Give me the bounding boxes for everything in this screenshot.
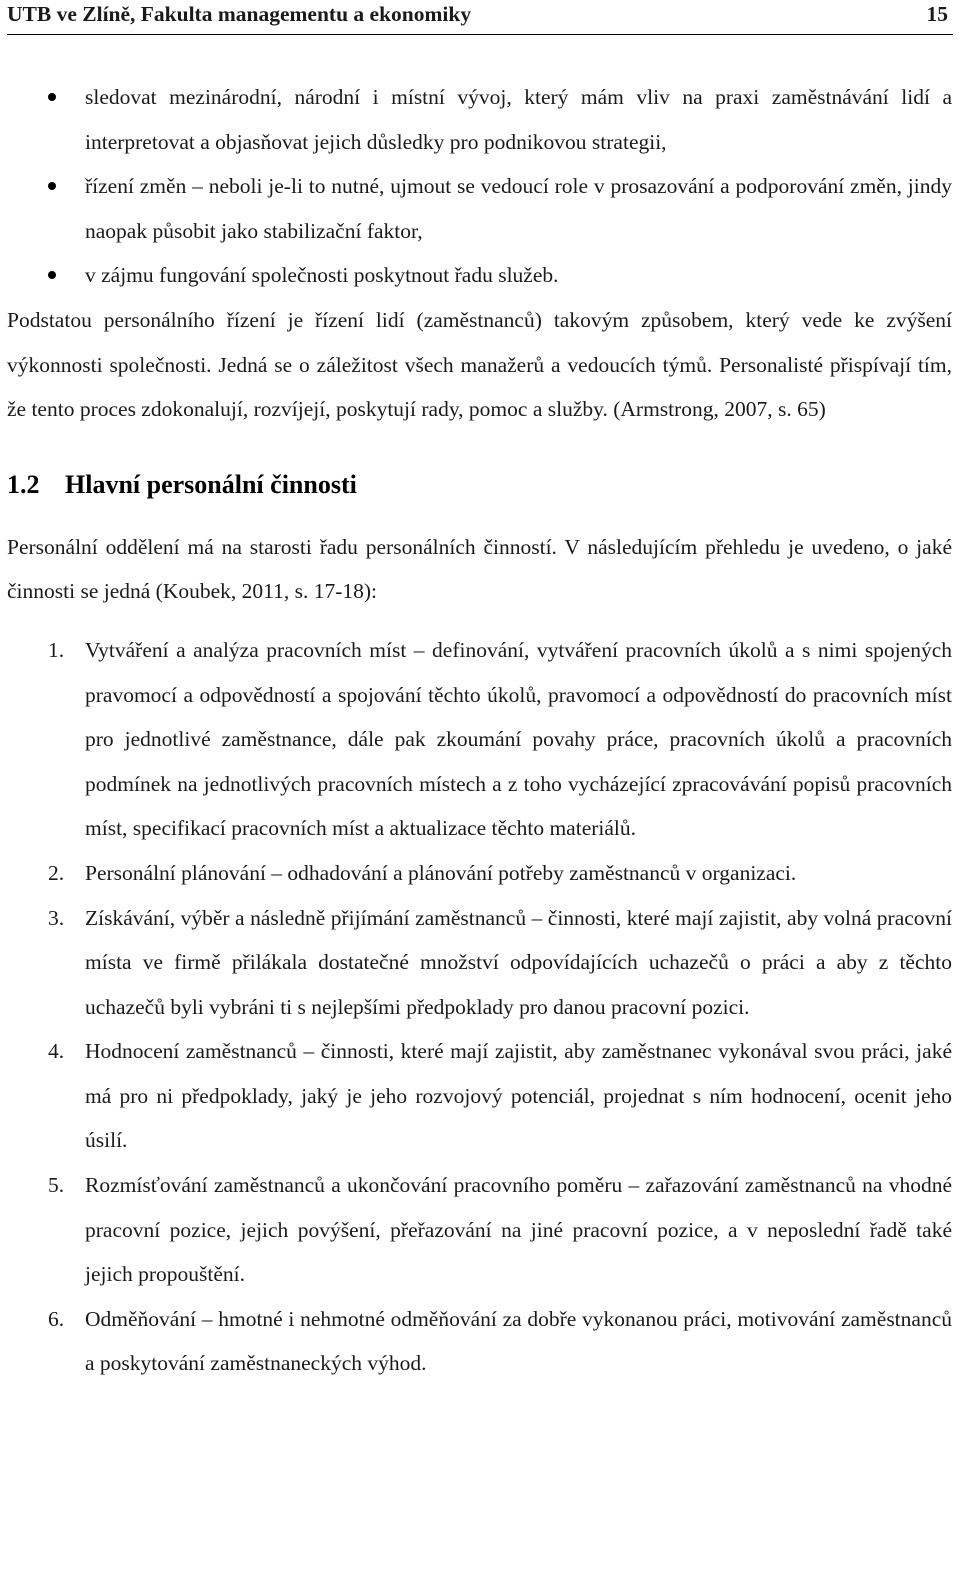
section-title: Hlavní personální činnosti [65, 469, 357, 499]
bullet-item: v zájmu fungování společnosti poskytnout řadu služeb. [7, 253, 952, 298]
bullet-icon [48, 182, 56, 190]
numbered-list [7, 628, 952, 1386]
paragraph: Podstatou personálního řízení je řízení lidí (zaměstnanců) takovým způsobem, který vede ke zvýšení výkonnosti společnosti. Jedná se o záležitost všech manažerů a vedoucích týmů. Personalisté přispívají tím, že tento proces zdokonalují, rozvíjejí, poskytují rady, pomoc a služby. (Armstrong, 2007, s. 65) [7, 307, 952, 422]
bullet-icon [48, 93, 56, 101]
bullet-icon [48, 271, 56, 279]
page-number: 15 [926, 2, 948, 26]
item-number: 2. [48, 860, 65, 885]
bullet-list [7, 75, 952, 298]
item-number: 6. [48, 1306, 65, 1331]
numbered-item: 3. Získávání, výběr a následně přijímání zaměstnanců – činnosti, které mají zajistit, aby volná pracovní místa ve firmě přilákala dostatečné množství odpovídajících uchazečů o práci a aby z těchto uchazečů byli vybráni ti s nejlepšími předpoklady pro danou pracovní pozici. [7, 896, 952, 1030]
numbered-item: 5. Rozmísťování zaměstnanců a ukončování pracovního poměru – zařazování zaměstnanců na vhodné pracovní pozice, jejich povýšení, přeřazování na jiné pracovní pozice, a v neposlední řadě také jejich propouštění. [7, 1163, 952, 1297]
section-number: 1.2 [7, 469, 40, 499]
bullet-item: řízení změn – neboli je-li to nutné, ujmout se vedoucí role v prosazování a podporování změn, jindy naopak působit jako stabilizační faktor, [7, 164, 952, 253]
item-number: 4. [48, 1039, 65, 1064]
bullet-item: sledovat mezinárodní, národní i místní vývoj, který mám vliv na praxi zaměstnávání lidí a interpretovat a objasňovat jejich důsledky pro podnikovou strategii, [7, 75, 952, 164]
item-number: 1. [48, 637, 65, 662]
numbered-item: 2. Personální plánování – odhadování a plánování potřeby zaměstnanců v organizaci. [7, 851, 952, 896]
section-heading [7, 465, 952, 505]
page-header [7, 0, 953, 35]
numbered-item: 1. Vytváření a analýza pracovních míst – definování, vytváření pracovních úkolů a s nimi spojených pravomocí a odpovědností a spojování těchto úkolů, pravomocí a odpovědností do pracovních míst pro jednotlivé zaměstnance, dále pak zkoumání povahy práce, pracovních úkolů a pracovních podmínek na jednotlivých pracovních místech a z toho vycházející zpracovávání popisů pracovních míst, specifikací pracovních míst a aktualizace těchto materiálů. [7, 628, 952, 851]
item-number: 5. [48, 1173, 65, 1198]
item-number: 3. [48, 905, 65, 930]
page-content [7, 75, 952, 1386]
numbered-item: 4. Hodnocení zaměstnanců – činnosti, které mají zajistit, aby zaměstnanec vykonával svou práci, jaké má pro ni předpoklady, jaký je jeho rozvojový potenciál, projednat s ním hodnocení, ocenit jeho úsilí. [7, 1029, 952, 1163]
paragraph: Personální oddělení má na starosti řadu personálních činností. V následujícím přehledu je uvedeno, o jaké činnosti se jedná (Koubek, 2011, s. 17-18): [7, 534, 952, 604]
numbered-item: 6. Odměňování – hmotné i nehmotné odměňování za dobře vykonanou práci, motivování zaměstnanců a poskytování zaměstnaneckých výhod. [7, 1297, 952, 1386]
header-title: UTB ve Zlíně, Fakulta managementu a ekonomiky [7, 2, 472, 26]
